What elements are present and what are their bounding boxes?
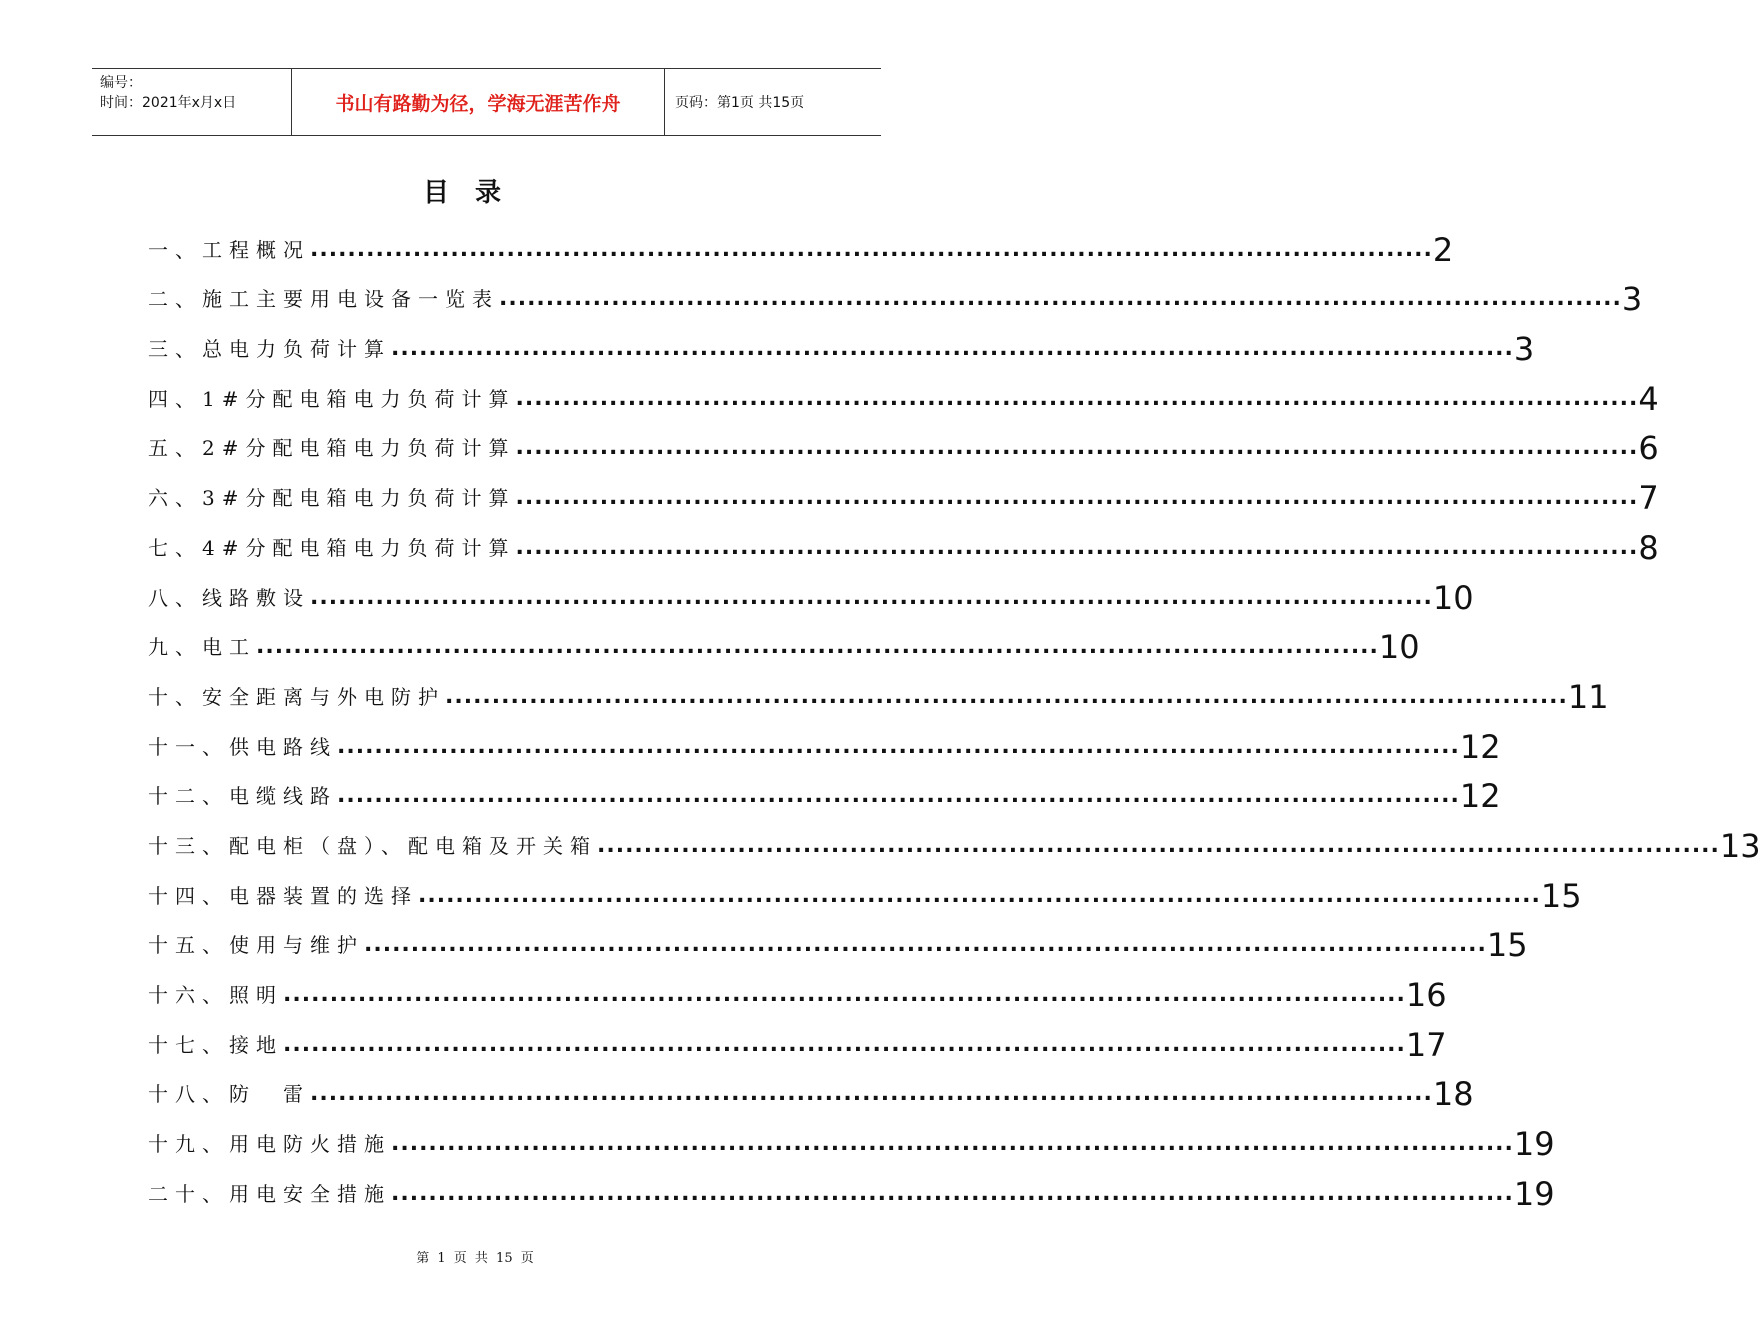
toc-entry[interactable] xyxy=(148,1112,1555,1164)
toc-leader-dots: ........................................................................................................................ xyxy=(283,1031,1406,1057)
toc-entry-page: 4 xyxy=(1638,379,1659,418)
toc-leader-dots: ........................................................................................................................ xyxy=(310,584,1433,610)
toc-entry-label: 七、4#分配电箱电力负荷计算 xyxy=(148,535,516,560)
toc-leader-dots: ........................................................................................................................ xyxy=(364,932,1487,958)
toc-entry-page: 10 xyxy=(1432,578,1474,617)
toc-entry-page: 11 xyxy=(1567,677,1609,716)
table-of-contents xyxy=(148,218,1761,1213)
toc-entry-label: 一、工程概况 xyxy=(148,237,310,262)
toc-entry-label: 六、3#分配电箱电力负荷计算 xyxy=(148,486,516,511)
toc-entry[interactable] xyxy=(148,914,1528,965)
toc-entry-page: 3 xyxy=(1513,330,1535,369)
toc-entry[interactable] xyxy=(148,317,1535,369)
toc-leader-dots: ........................................................................................................................ xyxy=(515,435,1639,461)
toc-entry[interactable] xyxy=(148,367,1659,418)
toc-entry[interactable] xyxy=(148,466,1659,518)
toc-entry-label: 十一、供电路线 xyxy=(148,734,337,759)
toc-entry[interactable] xyxy=(148,963,1447,1014)
toc-leader-dots: ........................................................................................................................ xyxy=(391,336,1514,362)
toc-entry-page: 13 xyxy=(1719,826,1761,865)
document-header xyxy=(92,68,881,136)
toc-entry[interactable] xyxy=(148,715,1501,766)
toc-entry-page: 12 xyxy=(1459,777,1501,816)
toc-entry-label: 十五、使用与维护 xyxy=(148,933,364,958)
toc-entry-label: 九、电工 xyxy=(148,635,256,660)
toc-leader-dots: ........................................................................................................................ xyxy=(283,982,1406,1007)
toc-entry[interactable] xyxy=(148,616,1420,667)
toc-entry-page: 16 xyxy=(1405,976,1447,1014)
toc-entry[interactable] xyxy=(148,566,1474,617)
toc-leader-dots: ........................................................................................................................ xyxy=(391,1180,1514,1206)
toc-entry-page: 19 xyxy=(1513,1125,1555,1164)
toc-leader-dots: ........................................................................................................................ xyxy=(515,534,1639,560)
toc-entry-label: 十六、照明 xyxy=(148,983,283,1007)
toc-leader-dots: ........................................................................................................................ xyxy=(418,882,1541,908)
toc-entry-label: 五、2#分配电箱电力负荷计算 xyxy=(148,436,516,461)
header-meta xyxy=(92,69,292,135)
header-motto: 书山有路勤为径，学海无涯苦作舟 xyxy=(292,69,665,135)
toc-entry-label: 十二、电缆线路 xyxy=(148,784,337,809)
toc-leader-dots: ........................................................................................................................ xyxy=(515,385,1639,411)
header-page-info: 页码：第1页 共15页 xyxy=(675,95,805,111)
toc-entry[interactable] xyxy=(148,665,1609,716)
toc-entry[interactable] xyxy=(148,268,1643,319)
toc-leader-dots: ........................................................................................................................ xyxy=(310,236,1433,262)
toc-entry[interactable] xyxy=(148,814,1761,865)
toc-leader-dots: ........................................................................................................................ xyxy=(391,1131,1514,1157)
page-title: 目录 xyxy=(422,178,527,208)
toc-entry-page: 17 xyxy=(1405,1025,1447,1064)
date-line: 时间：2021年x月x日 xyxy=(100,95,237,111)
toc-entry-label: 二、施工主要用电设备一览表 xyxy=(148,287,499,312)
toc-leader-dots: ........................................................................................................................ xyxy=(597,832,1720,858)
toc-entry-label: 十九、用电防火措施 xyxy=(148,1132,391,1157)
toc-entry-label: 十四、电器装置的选择 xyxy=(148,883,418,908)
toc-entry-label: 三、总电力负荷计算 xyxy=(148,337,391,362)
toc-entry-page: 15 xyxy=(1540,876,1582,915)
toc-leader-dots: ........................................................................................................................ xyxy=(337,733,1460,759)
toc-entry-label: 四、1#分配电箱电力负荷计算 xyxy=(148,386,516,411)
toc-entry-page: 8 xyxy=(1638,528,1659,567)
toc-entry-page: 15 xyxy=(1486,926,1528,965)
toc-leader-dots: ........................................................................................................................ xyxy=(515,485,1639,511)
toc-entry-page: 19 xyxy=(1513,1174,1555,1213)
toc-entry[interactable] xyxy=(148,765,1501,816)
toc-entry-label: 二十、用电安全措施 xyxy=(148,1181,391,1206)
toc-entry[interactable] xyxy=(148,1162,1555,1213)
toc-entry[interactable] xyxy=(148,218,1454,269)
toc-entry-page: 18 xyxy=(1432,1075,1474,1114)
toc-entry-page: 2 xyxy=(1432,230,1454,269)
toc-entry[interactable] xyxy=(148,864,1582,915)
toc-entry-page: 12 xyxy=(1459,727,1501,766)
toc-leader-dots: ........................................................................................................................ xyxy=(310,1081,1433,1107)
toc-entry-label: 十七、接地 xyxy=(148,1032,283,1057)
toc-entry-label: 十三、配电柜（盘）、配电箱及开关箱 xyxy=(148,833,597,858)
toc-leader-dots: ........................................................................................................................ xyxy=(445,683,1568,709)
toc-entry[interactable] xyxy=(148,1013,1447,1064)
toc-entry-page: 3 xyxy=(1621,280,1643,319)
toc-entry-page: 7 xyxy=(1638,479,1659,518)
toc-entry-label: 八、线路敷设 xyxy=(148,585,310,610)
toc-entry-page: 10 xyxy=(1378,628,1420,667)
page-footer: 第 1 页 共 15 页 xyxy=(416,1251,534,1266)
toc-leader-dots: ........................................................................................................................ xyxy=(337,783,1460,809)
toc-entry-label: 十八、防 雷 xyxy=(148,1082,310,1107)
serial-number-label: 编号： xyxy=(100,75,142,91)
toc-leader-dots: ........................................................................................................................ xyxy=(256,634,1379,660)
toc-leader-dots: ........................................................................................................................ xyxy=(499,286,1622,312)
toc-entry-label: 十、安全距离与外电防护 xyxy=(148,684,445,709)
toc-entry-page: 6 xyxy=(1638,429,1659,468)
toc-entry[interactable] xyxy=(148,1063,1474,1114)
toc-entry[interactable] xyxy=(148,516,1659,567)
toc-entry[interactable] xyxy=(148,417,1659,468)
